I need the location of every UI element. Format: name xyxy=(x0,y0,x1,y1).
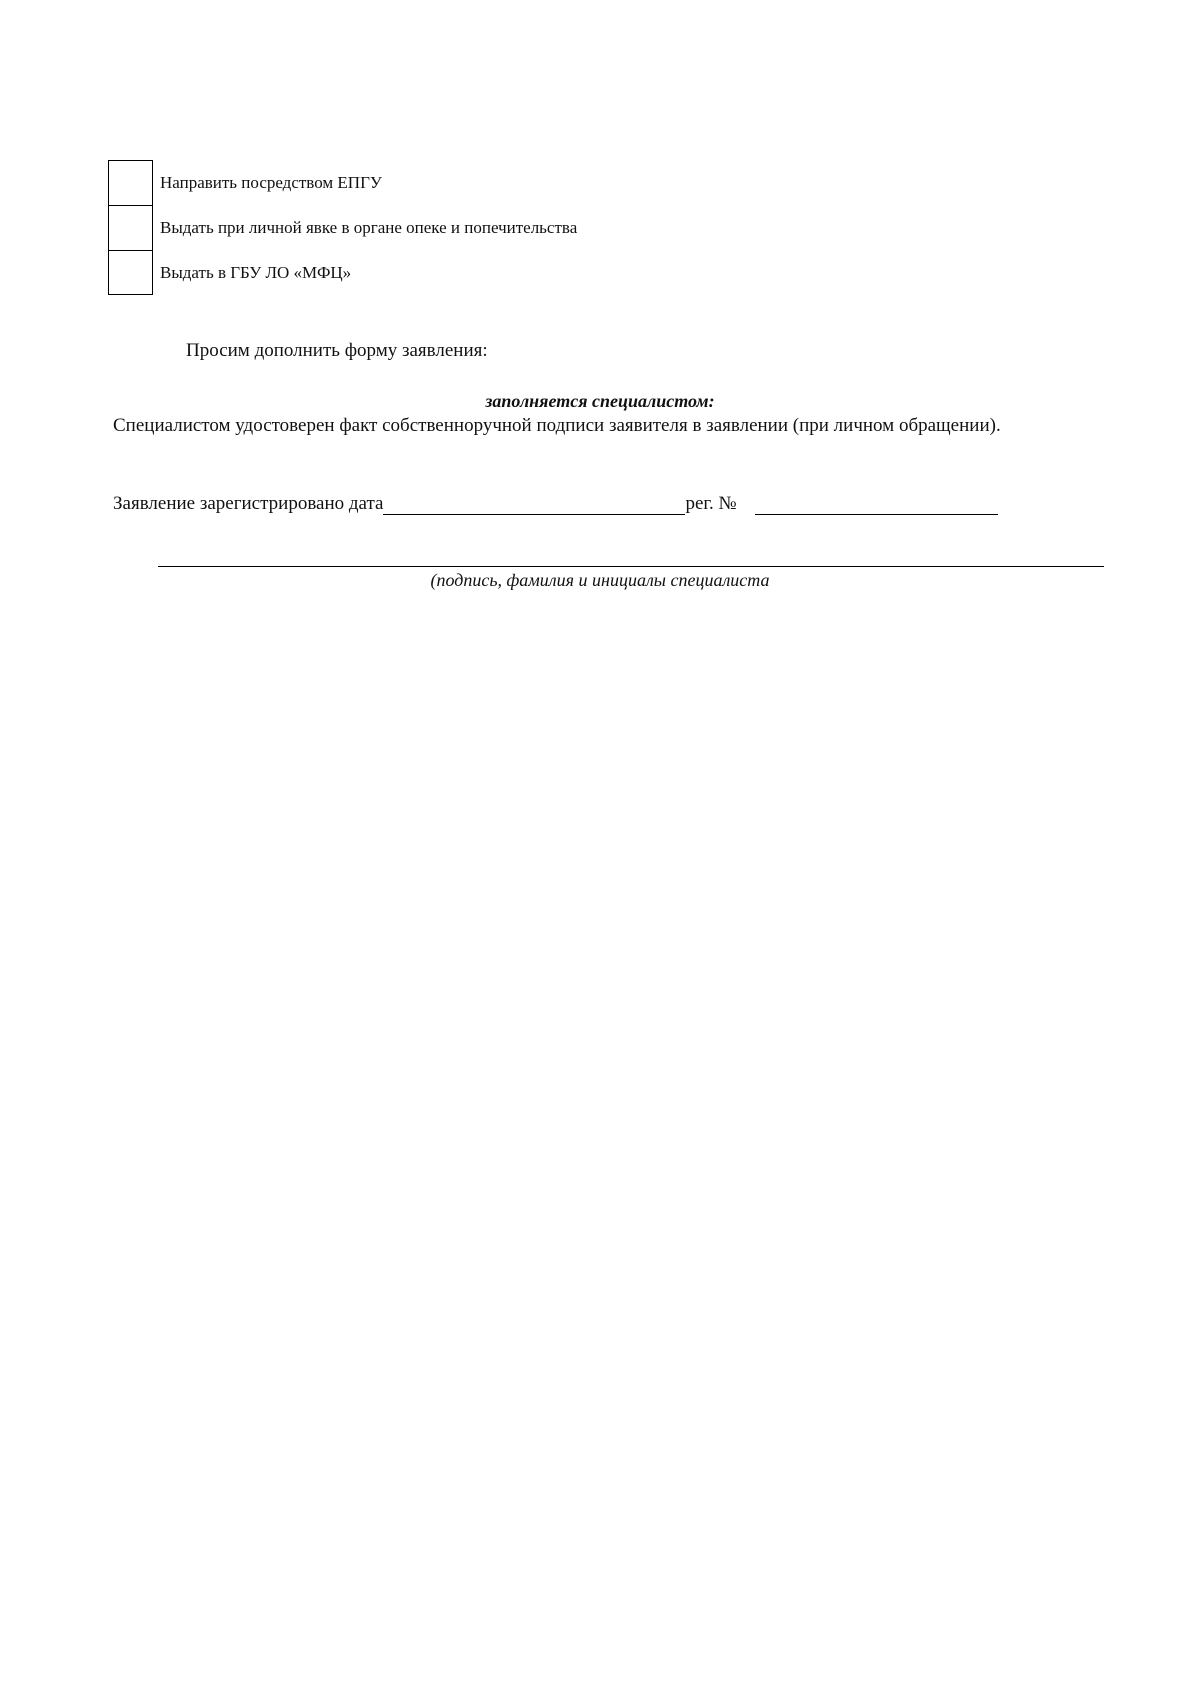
signature-caption: (подпись, фамилия и инициалы специалиста xyxy=(430,570,770,590)
option-epgu xyxy=(108,160,577,205)
request-text: Просим дополнить форму заявления: xyxy=(186,340,488,361)
signature-line[interactable] xyxy=(158,566,1104,567)
registered-label: Заявление зарегистрировано дата xyxy=(113,493,384,514)
certify-text: Специалистом удостоверен факт собственноручной подписи заявителя в заявлении (при личном обращении). xyxy=(113,415,1001,436)
option-guardianship xyxy=(108,205,577,250)
reg-no-blank-field[interactable] xyxy=(755,494,998,515)
reg-no-label: рег. № xyxy=(685,493,737,514)
delivery-options xyxy=(108,160,577,295)
checkbox-mfc[interactable] xyxy=(108,250,153,295)
option-mfc xyxy=(108,250,577,295)
date-blank-field[interactable] xyxy=(383,494,685,515)
registration-line xyxy=(113,493,998,515)
option-label-mfc: Выдать в ГБУ ЛО «МФЦ» xyxy=(160,262,352,282)
checkbox-epgu[interactable] xyxy=(108,160,153,205)
option-label-epgu: Направить посредством ЕПГУ xyxy=(160,172,382,192)
specialist-section-heading: заполняется специалистом: xyxy=(485,391,715,411)
option-label-guardianship: Выдать при личной явке в органе опеке и попечительства xyxy=(160,217,578,237)
checkbox-guardianship[interactable] xyxy=(108,205,153,250)
